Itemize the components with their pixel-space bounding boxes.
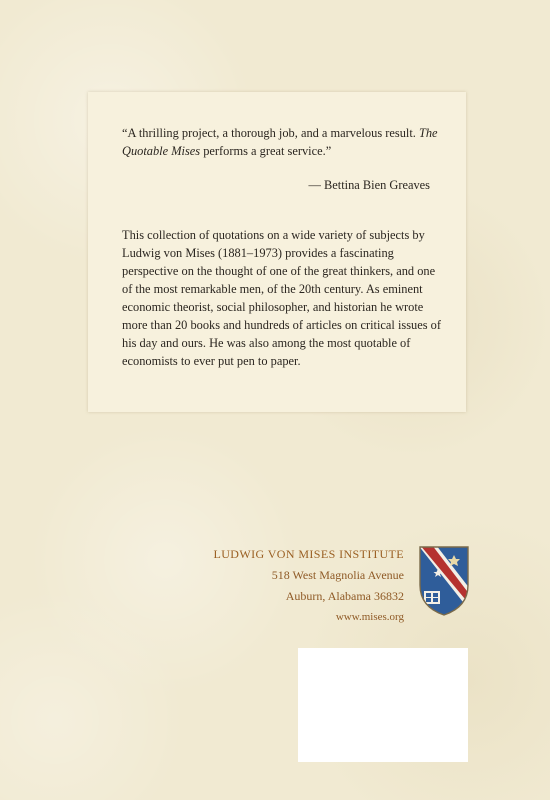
publisher-url: www.mises.org xyxy=(335,611,404,623)
institute-crest-icon xyxy=(418,545,470,617)
publisher-block xyxy=(214,544,405,628)
quote-book-title: The Quotable Mises xyxy=(122,126,438,158)
book-description: This collection of quotations on a wide variety of subjects by Ludwig von Mises (1881–1973) provides a fascinating perspective on the thought of one of the great thinkers, and one of the most remarkable men, of the 20th century. As eminent economic theorist, social philosopher, and historian he wrote more than 20 books and hundreds of articles on critical issues of his day and ours. He was also among the most quotable of economists to ever put pen to paper. xyxy=(122,228,441,368)
publisher-street: 518 West Magnolia Avenue xyxy=(271,568,404,582)
quote-attribution: — Bettina Bien Greaves xyxy=(308,178,430,192)
publisher-name: LUDWIG VON MISES INSTITUTE xyxy=(213,547,404,561)
endorsement-quote xyxy=(122,124,444,160)
quote-lead: “A thrilling project, a thorough job, and a marvelous result. xyxy=(122,126,419,140)
publisher-city: Auburn, Alabama 36832 xyxy=(285,589,404,603)
quote-panel xyxy=(88,92,466,412)
quote-tail: performs a great service.” xyxy=(200,144,332,158)
barcode-area xyxy=(298,648,468,762)
